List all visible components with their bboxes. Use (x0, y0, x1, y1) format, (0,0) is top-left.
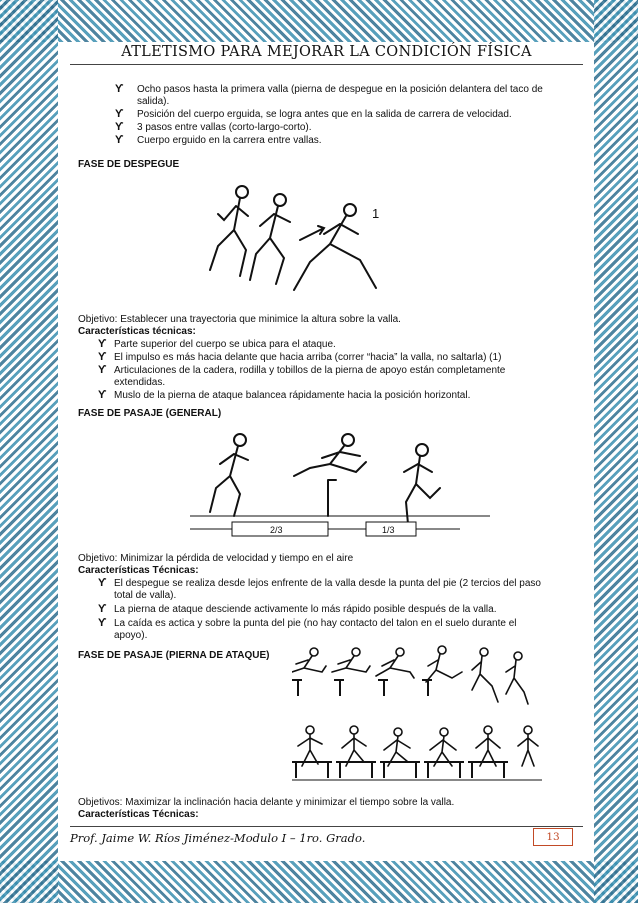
border-top (0, 0, 638, 42)
bullet-icon: ϒ (115, 83, 124, 95)
page (60, 42, 593, 859)
page-title: ATLETISMO PARA MEJORAR LA CONDICIÓN FÍSICA (121, 44, 532, 60)
pasaje-bullet-3: La caída es actica y sobre la punta del pie (no hay contacto del talon en el suelo durante el (114, 618, 517, 629)
page-number: 13 (533, 828, 573, 846)
figure-pierna-ataque-front (292, 720, 542, 788)
bullet-icon: ϒ (98, 364, 107, 376)
objective-despegue: Objetivo: Establecer una trayectoria que minimice la altura sobre la valla. (78, 314, 401, 325)
section-heading-pasaje-general: FASE DE PASAJE (GENERAL) (78, 408, 222, 419)
bullet-icon: ϒ (115, 108, 124, 120)
figure-label-one-third: 1/3 (382, 525, 395, 535)
figure-label-1: 1 (372, 206, 380, 221)
bullet-icon: ϒ (98, 617, 107, 629)
bullet-icon: ϒ (98, 389, 107, 401)
header-rule (70, 64, 583, 65)
despegue-bullet-3-cont: extendidas. (114, 377, 166, 388)
section-heading-despegue: FASE DE DESPEGUE (78, 159, 180, 170)
objective-pierna-ataque: Objetivos: Maximizar la inclinación hacia delante y minimizar el tiempo sobre la valla. (78, 797, 455, 808)
intro-bullet-4: Cuerpo erguido en la carrera entre vallas. (137, 135, 322, 146)
border-bottom (0, 861, 638, 903)
border-left (0, 0, 58, 903)
subheading-pasaje-general: Características Técnicas: (78, 565, 199, 576)
subheading-despegue: Características técnicas: (78, 326, 196, 337)
intro-bullet-3: 3 pasos entre vallas (corto-largo-corto). (137, 122, 312, 133)
figure-label-two-thirds: 2/3 (270, 525, 283, 535)
pasaje-bullet-1: El despegue se realiza desde lejos enfrente de la valla desde la punta del pie (2 tercios del paso (114, 578, 541, 589)
section-heading-pierna-ataque: FASE DE PASAJE (PIERNA DE ATAQUE) (78, 650, 270, 661)
pasaje-bullet-2: La pierna de ataque desciende activamente lo más rápido posible después de la valla. (114, 604, 497, 615)
despegue-bullet-1: Parte superior del cuerpo se ubica para el ataque. (114, 339, 336, 350)
bullet-icon: ϒ (98, 603, 107, 615)
bullet-icon: ϒ (98, 338, 107, 350)
bullet-icon: ϒ (115, 121, 124, 133)
footer-author: Prof. Jaime W. Ríos Jiménez-Modulo I – 1ro. Grado. (70, 831, 366, 845)
border-right (594, 0, 638, 903)
bullet-icon: ϒ (98, 577, 107, 589)
footer-rule (70, 826, 583, 827)
intro-bullet-1-cont: salida). (137, 96, 170, 107)
despegue-bullet-2: El impulso es más hacia delante que hacia arriba (correr “hacia” la valla, no saltarla) (1) (114, 352, 502, 363)
figure-pasaje-general (190, 428, 490, 543)
intro-bullet-2: Posición del cuerpo erguida, se logra antes que en la salida de carrera de velocidad. (137, 109, 512, 120)
figure-pierna-ataque-sequence (292, 642, 532, 710)
bullet-icon: ϒ (98, 351, 107, 363)
objective-pasaje-general: Objetivo: Minimizar la pérdida de velocidad y tiempo en el aire (78, 553, 354, 564)
intro-bullet-1: Ocho pasos hasta la primera valla (pierna de despegue en la posición delantera del taco de (137, 84, 543, 95)
pasaje-bullet-1-cont: total de valla). (114, 590, 177, 601)
despegue-bullet-4: Muslo de la pierna de ataque balancea rápidamente hacia la posición horizontal. (114, 390, 471, 401)
despegue-bullet-3: Articulaciones de la cadera, rodilla y tobillos de la pierna de apoyo están completamente (114, 365, 506, 376)
bullet-icon: ϒ (115, 134, 124, 146)
subheading-pierna-ataque: Características Técnicas: (78, 809, 199, 820)
pasaje-bullet-3-cont: apoyo). (114, 630, 148, 641)
figure-despegue (200, 180, 420, 310)
